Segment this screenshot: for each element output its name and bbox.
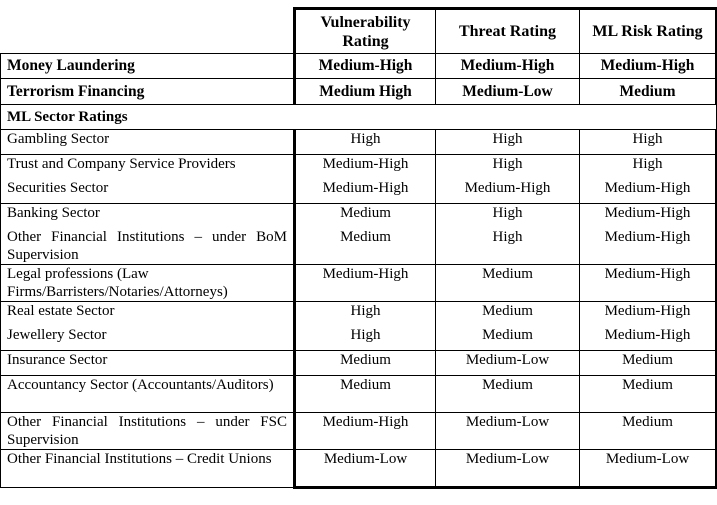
- row-label: Accountancy Sector (Accountants/Auditors): [1, 376, 295, 413]
- row-label: Insurance Sector: [1, 351, 295, 376]
- threat-cell: High: [436, 130, 580, 155]
- ml-risk-cell: Medium: [580, 79, 717, 105]
- table-row: [1, 79, 717, 105]
- threat-cell: Medium: [436, 326, 580, 351]
- ml-risk-cell: Medium-High: [580, 54, 717, 79]
- row-label: Banking Sector: [1, 204, 295, 229]
- vulnerability-cell: Medium-High: [295, 179, 436, 204]
- vulnerability-cell: Medium: [295, 376, 436, 413]
- vulnerability-cell: Medium-Low: [295, 450, 436, 488]
- row-label: Other Financial Institutions – under FSC Supervision: [1, 413, 295, 450]
- table-row: [1, 450, 717, 488]
- vulnerability-cell: Medium-High: [295, 265, 436, 302]
- row-label: Money Laundering: [1, 54, 295, 79]
- threat-cell: Medium-High: [436, 54, 580, 79]
- vulnerability-cell: High: [295, 302, 436, 327]
- table-header-row: [1, 9, 717, 54]
- table-row: [1, 228, 717, 265]
- row-label: Other Financial Institutions – Credit Unions: [1, 450, 295, 488]
- table-row: [1, 302, 717, 327]
- section-header-row: [1, 105, 717, 130]
- ml-risk-cell: Medium-Low: [580, 450, 717, 488]
- vulnerability-cell: High: [295, 326, 436, 351]
- ml-risk-cell: Medium: [580, 351, 717, 376]
- risk-table-container: [0, 7, 717, 489]
- threat-cell: Medium: [436, 376, 580, 413]
- ml-risk-cell: Medium-High: [580, 204, 717, 229]
- threat-cell: Medium-Low: [436, 79, 580, 105]
- row-label: Other Financial Institutions – under BoM Supervision: [1, 228, 295, 265]
- threat-cell: High: [436, 155, 580, 180]
- ml-risk-cell: Medium: [580, 413, 717, 450]
- table-row: [1, 413, 717, 450]
- threat-cell: Medium-Low: [436, 351, 580, 376]
- header-blank-cell: [1, 9, 295, 54]
- ml-risk-cell: High: [580, 130, 717, 155]
- threat-cell: High: [436, 204, 580, 229]
- header-vulnerability-rating: Vulnerability Rating: [295, 9, 436, 54]
- table-row: [1, 204, 717, 229]
- row-label: Trust and Company Service Providers: [1, 155, 295, 180]
- row-label: Legal professions (Law Firms/Barristers/Notaries/Attorneys): [1, 265, 295, 302]
- threat-cell: Medium-Low: [436, 450, 580, 488]
- table-row: [1, 265, 717, 302]
- vulnerability-cell: Medium-High: [295, 54, 436, 79]
- table-row: [1, 155, 717, 180]
- ml-risk-cell: Medium-High: [580, 302, 717, 327]
- ml-risk-cell: Medium-High: [580, 228, 717, 265]
- table-row: [1, 179, 717, 204]
- table-row: [1, 376, 717, 413]
- threat-cell: Medium-High: [436, 179, 580, 204]
- vulnerability-cell: Medium High: [295, 79, 436, 105]
- row-label: Terrorism Financing: [1, 79, 295, 105]
- ml-risk-cell: Medium: [580, 376, 717, 413]
- header-threat-rating: Threat Rating: [436, 9, 580, 54]
- ml-risk-cell: Medium-High: [580, 326, 717, 351]
- table-row: [1, 54, 717, 79]
- threat-cell: High: [436, 228, 580, 265]
- row-label: Real estate Sector: [1, 302, 295, 327]
- risk-rating-table: [0, 7, 717, 489]
- threat-cell: Medium: [436, 265, 580, 302]
- table-row: [1, 130, 717, 155]
- row-label: Jewellery Sector: [1, 326, 295, 351]
- ml-risk-cell: Medium-High: [580, 179, 717, 204]
- row-label: Gambling Sector: [1, 130, 295, 155]
- vulnerability-cell: Medium: [295, 228, 436, 265]
- header-ml-risk-rating: ML Risk Rating: [580, 9, 717, 54]
- ml-risk-cell: High: [580, 155, 717, 180]
- threat-cell: Medium: [436, 302, 580, 327]
- vulnerability-cell: Medium: [295, 351, 436, 376]
- vulnerability-cell: Medium: [295, 204, 436, 229]
- section-title: ML Sector Ratings: [1, 105, 717, 130]
- table-row: [1, 326, 717, 351]
- vulnerability-cell: High: [295, 130, 436, 155]
- ml-risk-cell: Medium-High: [580, 265, 717, 302]
- table-row: [1, 351, 717, 376]
- threat-cell: Medium-Low: [436, 413, 580, 450]
- vulnerability-cell: Medium-High: [295, 155, 436, 180]
- row-label: Securities Sector: [1, 179, 295, 204]
- vulnerability-cell: Medium-High: [295, 413, 436, 450]
